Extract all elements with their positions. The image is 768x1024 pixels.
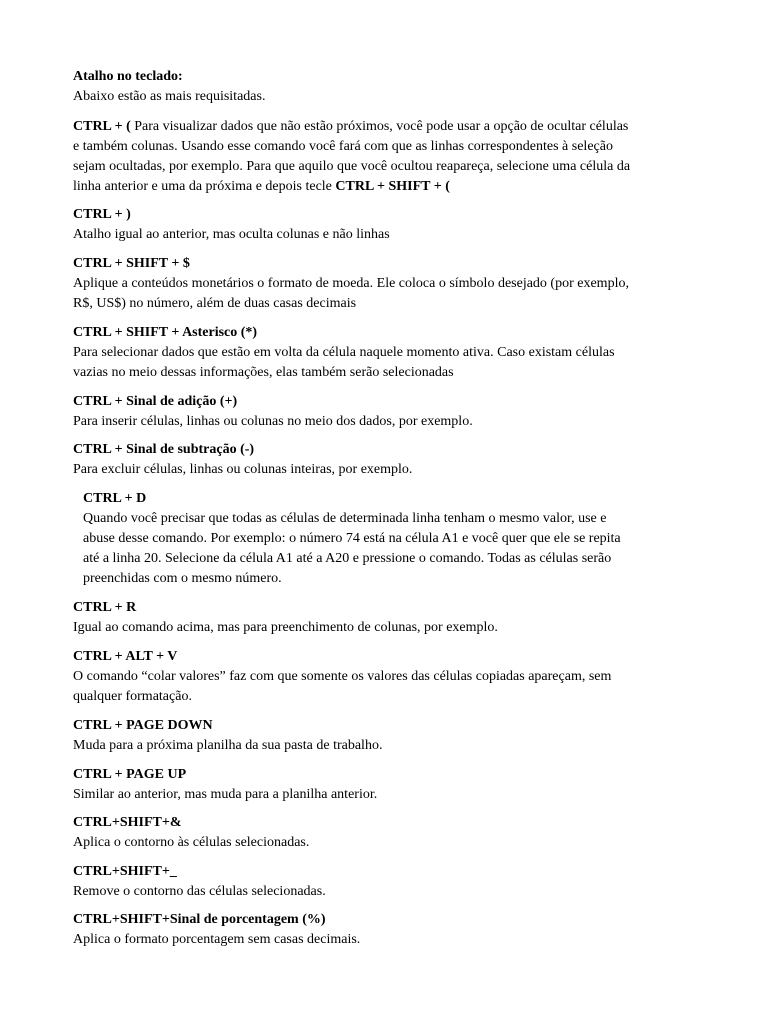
- shortcut-trailing-key: CTRL + SHIFT + (: [335, 179, 450, 194]
- shortcut-description-line: Aplica o formato porcentagem sem casas decimais.: [73, 932, 361, 947]
- shortcut-key: CTRL + Sinal de subtração (-): [73, 442, 255, 457]
- shortcut-ctrl-close-paren: [73, 205, 703, 245]
- shortcut-key: CTRL+SHIFT+_: [73, 864, 177, 879]
- shortcut-ctrl-plus: [73, 392, 703, 432]
- shortcut-ctrl-open-paren: [73, 117, 703, 197]
- shortcut-key: CTRL + R: [73, 600, 137, 615]
- shortcut-key: CTRL + ALT + V: [73, 649, 178, 664]
- shortcut-description-line: Similar ao anterior, mas muda para a planilha anterior.: [73, 787, 378, 802]
- shortcut-ctrl-page-up: [73, 765, 703, 805]
- shortcut-key: CTRL + SHIFT + Asterisco (*): [73, 325, 258, 340]
- shortcut-description-line: O comando “colar valores” faz com que somente os valores das células copiadas apareçam, sem: [73, 669, 612, 684]
- shortcut-description-line: Aplique a conteúdos monetários o formato de moeda. Ele coloca o símbolo desejado (por exemplo,: [73, 276, 629, 291]
- shortcut-description-line: Aplica o contorno às células selecionadas.: [73, 835, 310, 850]
- shortcut-key: CTRL + Sinal de adição (+): [73, 394, 238, 409]
- shortcut-description-line: e também colunas. Usando esse comando você fará com que as linhas correspondentes à seleção: [73, 139, 613, 154]
- shortcut-description-text: Para visualizar dados que não estão próximos, você pode usar a opção de ocultar células: [130, 119, 629, 134]
- shortcut-description-line: vazias no meio dessas informações, elas também serão selecionadas: [73, 365, 454, 380]
- shortcut-ctrl-shift-dollar: [73, 254, 703, 314]
- shortcut-ctrl-shift-ampersand: [73, 813, 703, 853]
- shortcut-ctrl-r: [73, 598, 703, 638]
- shortcut-description-line: Para excluir células, linhas ou colunas inteiras, por exemplo.: [73, 462, 413, 477]
- shortcut-description-line: qualquer formatação.: [73, 689, 192, 704]
- shortcut-ctrl-shift-underscore: [73, 862, 703, 902]
- shortcut-ctrl-page-down: [73, 716, 703, 756]
- shortcut-description-line: Muda para a próxima planilha da sua pasta de trabalho.: [73, 738, 383, 753]
- shortcut-description-line: preenchidas com o mesmo número.: [83, 571, 282, 586]
- shortcut-description-line: abuse desse comando. Por exemplo: o número 74 está na célula A1 e você quer que ele se repita: [83, 531, 621, 546]
- shortcut-ctrl-alt-v: [73, 647, 703, 707]
- shortcut-ctrl-shift-asterisk: [73, 323, 703, 383]
- shortcut-description-line: Atalho igual ao anterior, mas oculta colunas e não linhas: [73, 227, 390, 242]
- shortcut-description-line: R$, US$) no número, além de duas casas decimais: [73, 296, 357, 311]
- shortcut-ctrl-minus: [73, 440, 703, 480]
- shortcut-ctrl-d: [83, 489, 693, 589]
- shortcut-key: CTRL+SHIFT+Sinal de porcentagem (%): [73, 912, 326, 927]
- shortcut-key: CTRL + (: [73, 119, 131, 134]
- intro-section: [73, 67, 703, 107]
- shortcut-description-line: sejam ocultadas, por exemplo. Para que aquilo que você ocultou reapareça, selecione uma célula da: [73, 159, 631, 174]
- shortcut-key: CTRL + PAGE DOWN: [73, 718, 213, 733]
- shortcut-description-line: Para inserir células, linhas ou colunas no meio dos dados, por exemplo.: [73, 414, 473, 429]
- shortcut-ctrl-shift-percent: [73, 910, 703, 950]
- shortcut-description-line: Para selecionar dados que estão em volta da célula naquele momento ativa. Caso existam células: [73, 345, 615, 360]
- shortcut-description-line: Quando você precisar que todas as células de determinada linha tenham o mesmo valor, use e: [83, 511, 607, 526]
- shortcut-description-text: linha anterior e uma da próxima e depois tecle: [73, 179, 336, 194]
- shortcut-description-line: Igual ao comando acima, mas para preenchimento de colunas, por exemplo.: [73, 620, 498, 635]
- shortcut-description-line: até a linha 20. Selecione da célula A1 até a A20 e pressione o comando. Todas as células serão: [83, 551, 612, 566]
- shortcut-key: CTRL + SHIFT + $: [73, 256, 190, 271]
- shortcut-description-line: Remove o contorno das células selecionadas.: [73, 884, 326, 899]
- shortcut-key: CTRL + PAGE UP: [73, 767, 187, 782]
- intro-subheading: Abaixo estão as mais requisitadas.: [73, 89, 266, 104]
- intro-heading: Atalho no teclado:: [73, 69, 183, 84]
- shortcut-description-line: [73, 117, 703, 137]
- shortcut-description-line: [73, 177, 703, 197]
- shortcut-key: CTRL + ): [73, 207, 131, 222]
- shortcut-key: CTRL + D: [83, 491, 147, 506]
- shortcut-key: CTRL+SHIFT+&: [73, 815, 182, 830]
